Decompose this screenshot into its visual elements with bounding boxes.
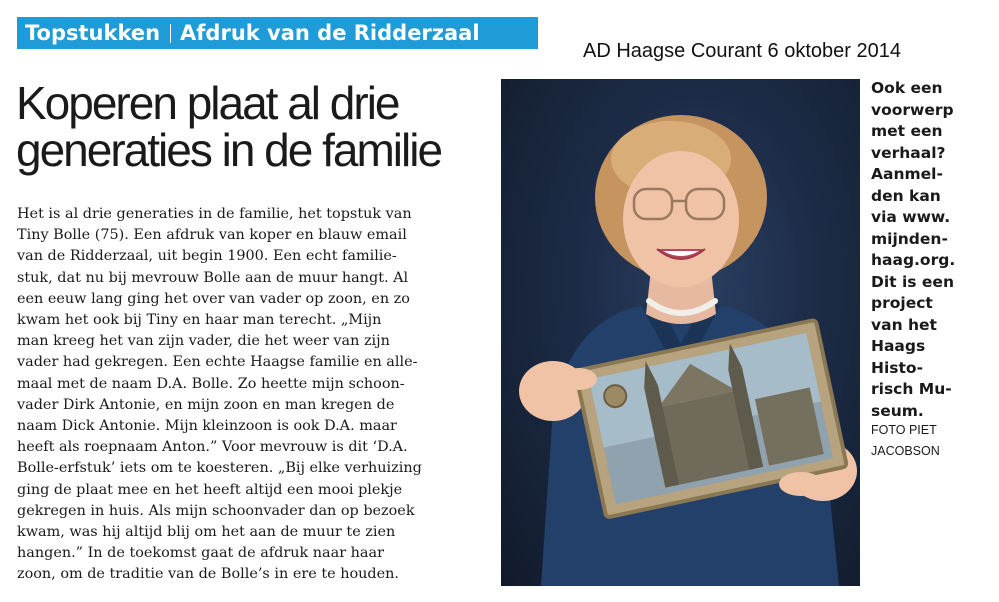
caption-line: Ook een: [871, 79, 943, 97]
caption-line: Histo-: [871, 358, 924, 377]
body-line: naam Dick Antonie. Mijn kleinzoon is ook D.A. maar: [17, 418, 397, 435]
body-line: Het is al drie generaties in de familie, het topstuk van: [17, 206, 412, 222]
article-body: [17, 204, 487, 586]
caption-line: van het: [871, 315, 937, 334]
body-line: kwam het ook bij Tiny en haar man terecht. „Mijn: [17, 312, 382, 329]
left-fingers: [561, 368, 597, 390]
headline-line: generaties in de familie: [16, 124, 442, 176]
body-line: een eeuw lang ging het over van vader op zoon, en zo: [17, 290, 410, 307]
credit-line: FOTO PIET: [871, 423, 937, 437]
caption-line: met een: [871, 122, 943, 140]
photo-illustration: [501, 79, 860, 586]
caption-line: seum.: [871, 401, 924, 420]
caption-line: den kan: [871, 186, 941, 205]
section-label: Topstukken: [25, 21, 161, 45]
body-line: gekregen in huis. Als mijn schoonvader dan op bezoek: [17, 502, 415, 519]
body-line: heeft als roepnaam Anton.” Voor mevrouw is dit ‘D.A.: [17, 439, 408, 456]
caption-line: project: [871, 294, 933, 312]
caption-line: risch Mu-: [871, 380, 952, 398]
caption-line: voorwerp: [871, 100, 954, 119]
body-line: hangen.” In de toekomst gaat de afdruk naar haar: [17, 545, 384, 562]
body-line: man kreeg het van zijn vader, die het weer van zijn: [17, 333, 390, 350]
caption-line: Haags: [871, 337, 926, 355]
body-line: maal met de naam D.A. Bolle. Zo heette mijn schoon-: [17, 375, 405, 392]
body-line: Bolle-erfstuk’ iets om te koesteren. „Bij elke verhuizing: [17, 460, 422, 477]
credit-line: JACOBSON: [871, 444, 940, 458]
article-photo: [501, 79, 860, 586]
photo-caption: [871, 78, 991, 422]
caption-line: Dit is een: [871, 272, 954, 291]
body-line: zoon, om de traditie van de Bolle’s in ere te houden.: [17, 566, 399, 583]
section-banner: [17, 17, 538, 49]
source-line: AD Haagse Courant 6 oktober 2014: [583, 40, 901, 62]
right-fingers: [779, 472, 823, 496]
section-title: Afdruk van de Ridderzaal: [180, 21, 480, 45]
body-line: ging de plaat mee en het heeft altijd een mooi plekje: [17, 481, 403, 498]
body-line: vader Dirk Antonie, en mijn zoon en man kregen de: [17, 396, 395, 413]
headline: [16, 77, 496, 176]
body-line: stuk, dat nu bij mevrouw Bolle aan de muur hangt. Al: [17, 269, 409, 286]
caption-line: via www.: [871, 208, 951, 226]
caption-line: verhaal?: [871, 143, 946, 162]
body-line: van de Ridderzaal, uit begin 1900. Een echt familie-: [17, 248, 397, 265]
body-line: kwam, was hij altijd blij om het aan de muur te zien: [17, 524, 396, 541]
banner-divider: [170, 24, 171, 43]
body-line: Tiny Bolle (75). Een afdruk van koper en blauw email: [17, 227, 407, 244]
caption-line: mijnden-: [871, 229, 948, 248]
photo-credit: [871, 420, 940, 462]
caption-line: Aanmel-: [871, 165, 943, 183]
headline-line: Koperen plaat al drie: [16, 77, 399, 129]
caption-line: haag.org.: [871, 251, 956, 269]
body-line: vader had gekregen. Een echte Haagse familie en alle-: [17, 354, 418, 371]
